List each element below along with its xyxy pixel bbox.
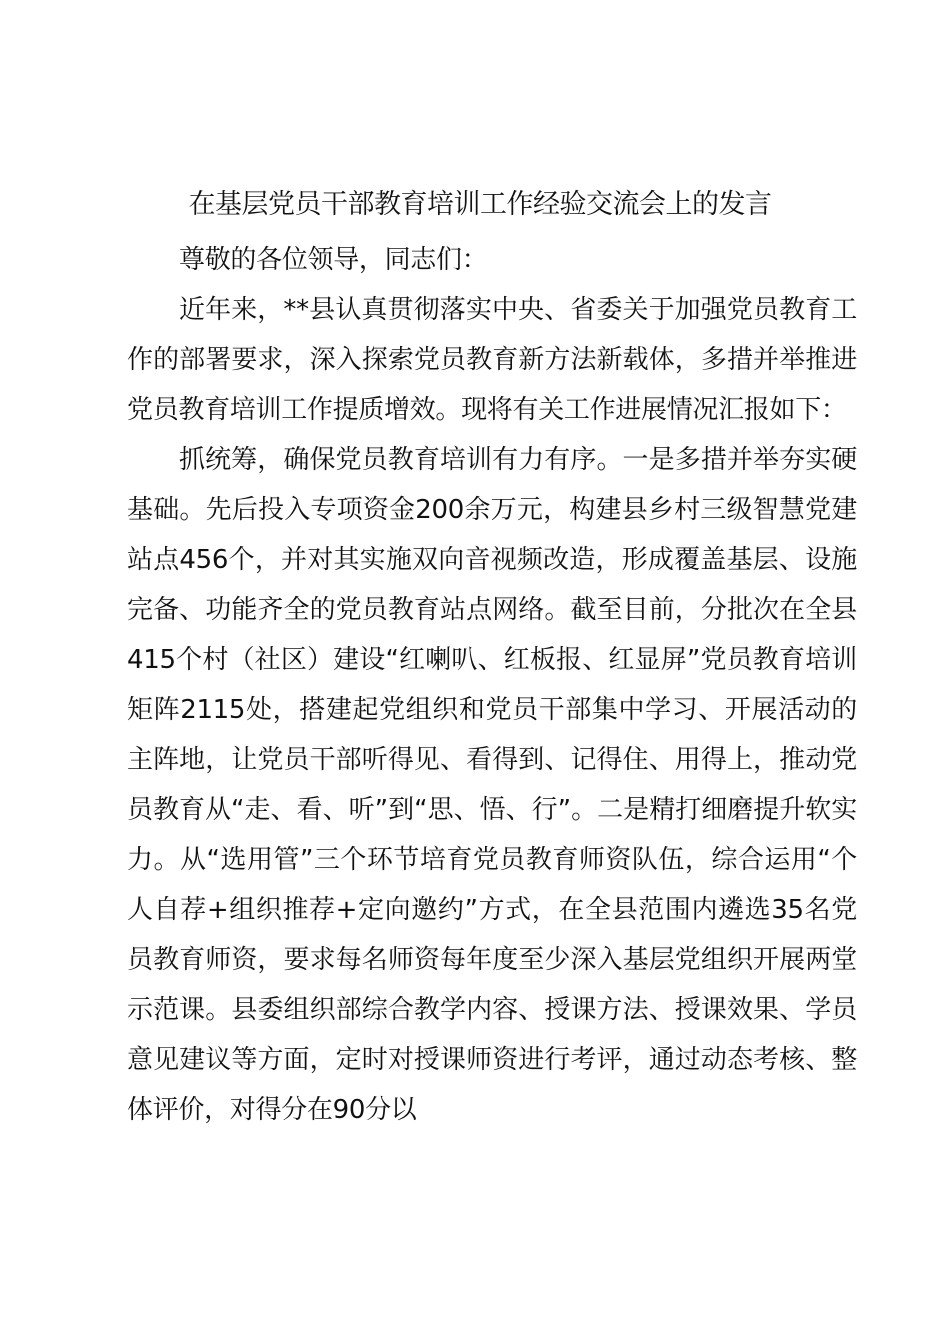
paragraph-coordination: 抓统筹，确保党员教育培训有力有序。一是多措并举夯实硬基础。先后投入专项资金200余万元，构建县乡村三级智慧党建站点456个，并对其实施双向音视频改造，形成覆盖基层、设施完备、功能齐全的党员教育站点网络。截至目前，分批次在全县415个村（社区）建设“红喇叭、红板报、红显屏”党员教育培训矩阵2115处，搭建起党组织和党员干部集中学习、开展活动的主阵地，让党员干部听得见、看得到、记得住、用得上，推动党员教育从“走、看、听”到“思、悟、行”。二是精打细磨提升软实力。从“选用管”三个环节培育党员教育师资队伍，综合运用“个人自荐+组织推荐+定向邀约”方式，在全县范围内遴选35名党员教育师资，要求每名师资每年度至少深入基层党组织开展两堂示范课。县委组织部综合教学内容、授课方法、授课效果、学员意见建议等方面，定时对授课师资进行考评，通过动态考核、整体评价，对得分在90分以	[127, 445, 857, 1125]
document-body	[127, 235, 857, 1135]
salutation: 尊敬的各位领导，同志们：	[179, 245, 488, 275]
paragraph-intro: 近年来，**县认真贯彻落实中央、省委关于加强党员教育工作的部署要求，深入探索党员教育新方法新载体，多措并举推进党员教育培训工作提质增效。现将有关工作进展情况汇报如下：	[127, 295, 857, 425]
document-title: 在基层党员干部教育培训工作经验交流会上的发言	[188, 189, 772, 220]
